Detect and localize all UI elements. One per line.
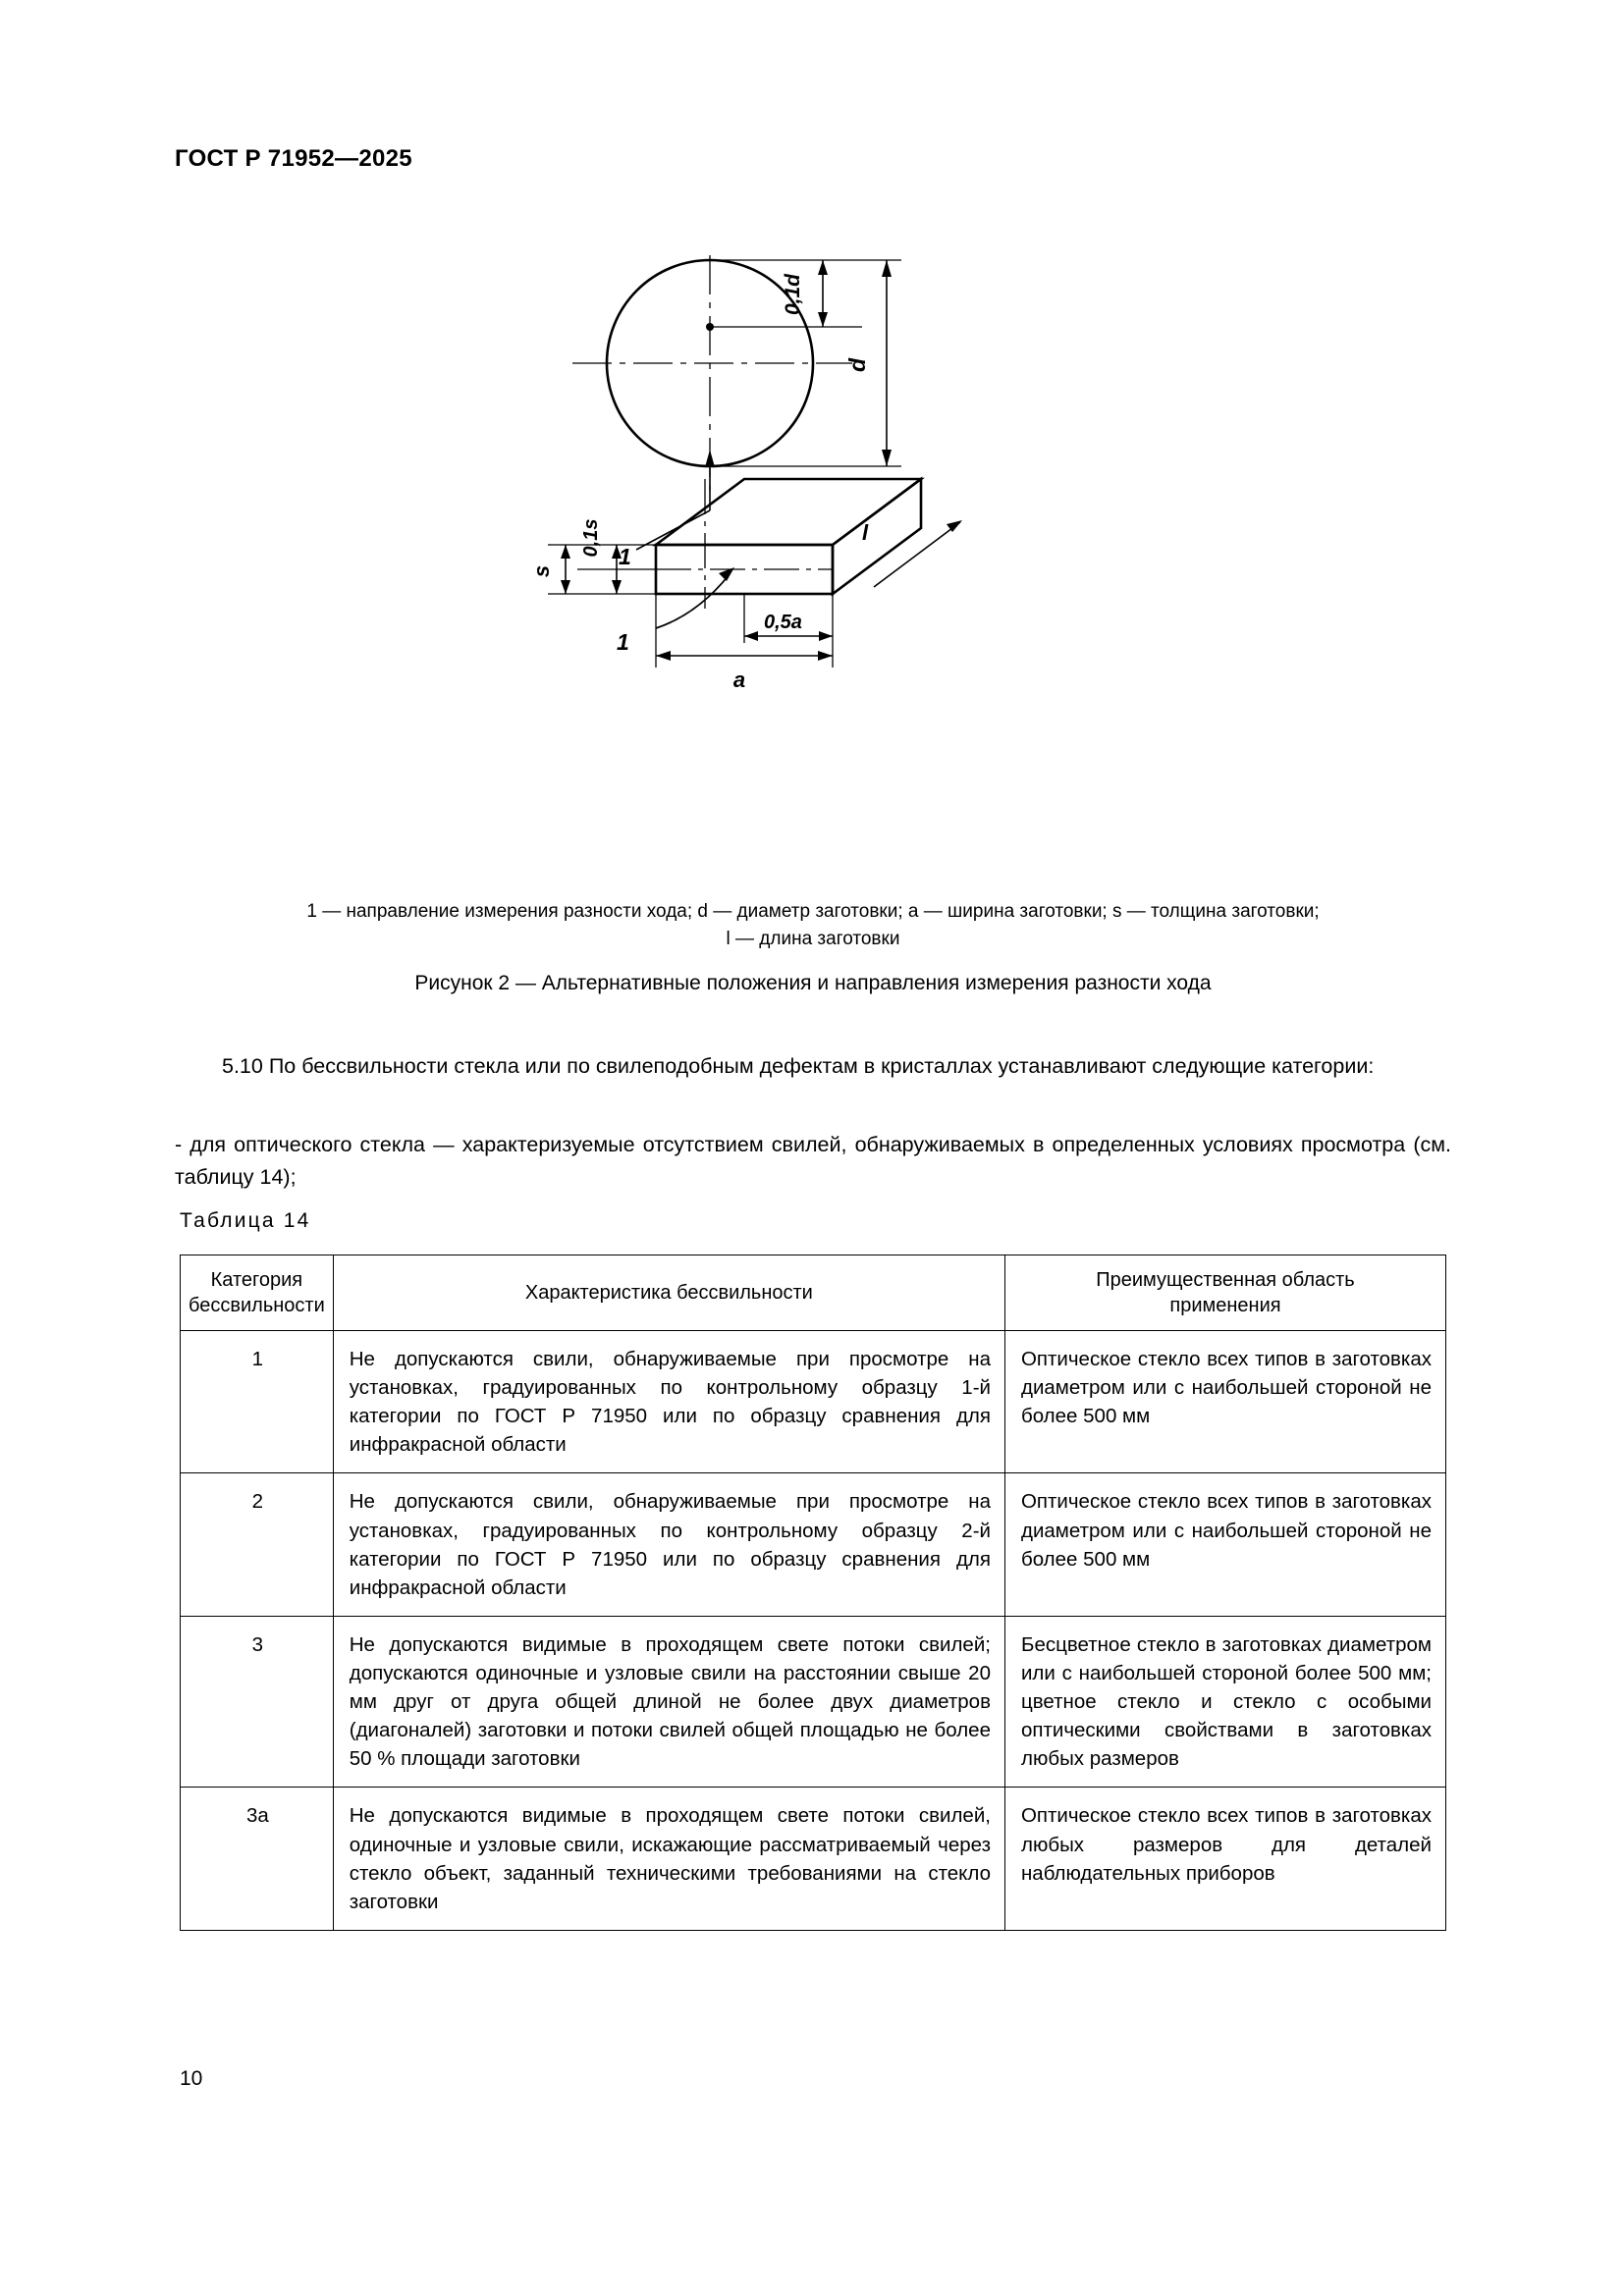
cell-category: 1 xyxy=(181,1331,334,1473)
label-0-1s: 0,1s xyxy=(580,518,602,558)
cell-area: Оптическое стекло всех типов в заготовках диаметром или с наибольшей стороной не более 500 мм xyxy=(1004,1331,1445,1473)
table-row xyxy=(181,1616,1446,1788)
table-header-row xyxy=(181,1255,1446,1331)
cell-category: 3 xyxy=(181,1616,334,1788)
table-14 xyxy=(180,1255,1446,1931)
table-header-category xyxy=(181,1255,334,1331)
cell-characteristic: Не допускаются свили, обнаруживаемые при просмотре на установках, градуированных по контрольному образцу 1-й категории по ГОСТ Р 71950 или по образцу сравнения для инфракрасной области xyxy=(333,1331,1004,1473)
cell-area: Оптическое стекло всех типов в заготовках диаметром или с наибольшей стороной не более 500 мм xyxy=(1004,1473,1445,1616)
table-header-area xyxy=(1004,1255,1445,1331)
cell-area: Бесцветное стекло в заготовках диаметром или с наибольшей стороной более 500 мм; цветное стекло и стекло с особыми оптическими свойствами в заготовках любых размеров xyxy=(1004,1616,1445,1788)
table-row xyxy=(181,1331,1446,1473)
figure-legend xyxy=(175,898,1451,952)
table-header-category-line2: бессвильности xyxy=(189,1295,325,1316)
table-header-category-line1: Категория xyxy=(210,1269,303,1291)
table-header-characteristic: Характеристика бессвильности xyxy=(333,1255,1004,1331)
table-header-area-line1: Преимущественная область xyxy=(1096,1269,1355,1291)
paragraph-5-10 xyxy=(175,1050,1451,1083)
cell-characteristic: Не допускаются видимые в проходящем свете потоки свилей; допускаются одиночные и узловые свили на расстоянии свыше 20 мм друг от друга общей длиной не более двух диаметров (диагоналей) заготовки и потоки свилей общей площадью не более 50 % площади заготовки xyxy=(333,1616,1004,1788)
paragraph-optical-glass xyxy=(175,1129,1451,1195)
cell-category: 2 xyxy=(181,1473,334,1616)
figure-caption: Рисунок 2 — Альтернативные положения и направления измерения разности хода xyxy=(414,972,1212,994)
cell-area: Оптическое стекло всех типов в заготовках любых размеров для деталей наблюдательных приборов xyxy=(1004,1788,1445,1930)
label-l: l xyxy=(862,520,869,545)
figure-2-drawing xyxy=(175,196,1451,883)
paragraph-optical-glass-text: - для оптического стекла — характеризуемые отсутствием свилей, обнаруживаемых в определенных условиях просмотра (см. таблицу 14); xyxy=(175,1133,1451,1190)
label-a: a xyxy=(732,667,746,692)
page-header-standard-number: ГОСТ Р 71952—2025 xyxy=(175,145,412,172)
page-number: 10 xyxy=(180,2067,203,2090)
figure-legend-line-1: 1 — направление измерения разности хода; d — диаметр заготовки; a — ширина заготовки; s — толщина заготовки; xyxy=(306,901,1320,922)
label-pointer-1-circle: 1 xyxy=(619,544,631,569)
paragraph-5-10-text: 5.10 По бессвильности стекла или по свилеподобным дефектам в кристаллах устанавливают следующие категории: xyxy=(222,1054,1375,1078)
label-0-5a: 0,5a xyxy=(764,612,802,633)
table-header-area-line2: применения xyxy=(1169,1295,1281,1316)
table-row xyxy=(181,1473,1446,1616)
cell-characteristic: Не допускаются видимые в проходящем свете потоки свилей, одиночные и узловые свили, искажающие рассматриваемый через стекло объект, заданный техническими требованиями на стекло заготовки xyxy=(333,1788,1004,1930)
label-d: d xyxy=(844,357,870,373)
figure-legend-line-2: l — длина заготовки xyxy=(726,928,900,949)
table-row xyxy=(181,1788,1446,1930)
label-0-1d: 0,1d xyxy=(782,273,804,316)
label-pointer-1-box: 1 xyxy=(617,629,629,655)
cell-category: 3а xyxy=(181,1788,334,1930)
label-s: s xyxy=(529,564,554,578)
cell-characteristic: Не допускаются свили, обнаруживаемые при просмотре на установках, градуированных по контрольному образцу 2-й категории по ГОСТ Р 71950 или по образцу сравнения для инфракрасной области xyxy=(333,1473,1004,1616)
table-14-title: Таблица 14 xyxy=(180,1209,311,1232)
